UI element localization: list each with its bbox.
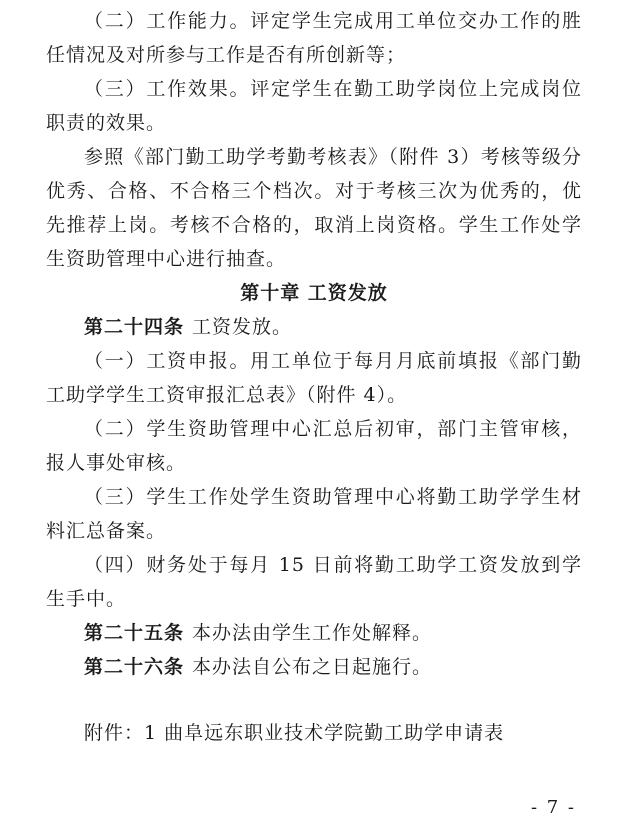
paragraph-salary-declare: （一）工资申报。用工单位于每月月底前填报《部门勤工助学学生工资审报汇总表》（附件 4）。 (46, 350, 582, 406)
article-24-title: 第二十四条 (84, 316, 185, 338)
article-25-text: 本办法由学生工作处解释。 (192, 622, 433, 644)
document-body (46, 0, 582, 684)
article-26 (46, 650, 582, 684)
article-26-title: 第二十六条 (84, 656, 185, 678)
article-26-text: 本办法自公布之日起施行。 (192, 656, 433, 678)
paragraph-filing: （三）学生工作处学生资助管理中心将勤工助学学生材料汇总备案。 (46, 486, 582, 542)
article-25 (46, 616, 582, 650)
attachment-line: 附件：1 曲阜远东职业技术学院勤工助学申请表 (84, 722, 505, 744)
chapter-title: 第十章 工资发放 (240, 282, 388, 304)
page-number: - 7 - (530, 797, 576, 818)
paragraph-payment: （四）财务处于每月 15 日前将勤工助学工资发放到学生手中。 (46, 554, 582, 610)
paragraph-work-effect: （三）工作效果。评定学生在勤工助学岗位上完成岗位职责的效果。 (46, 78, 582, 134)
paragraph-work-ability: （二）工作能力。评定学生完成用工单位交办工作的胜任情况及对所参与工作是否有所创新等； (46, 10, 582, 66)
article-24-text: 工资发放。 (192, 316, 293, 338)
article-24 (46, 310, 582, 344)
paragraph-initial-review: （二）学生资助管理中心汇总后初审，部门主管审核，报人事处审核。 (46, 418, 582, 474)
paragraph-assessment-levels: 参照《部门勤工助学考勤考核表》（附件 3）考核等级分优秀、合格、不合格三个档次。对于考核三次为优秀的，优先推荐上岗。考核不合格的，取消上岗资格。学生工作处学生资助管理中心进行抽查。 (46, 146, 582, 270)
article-25-title: 第二十五条 (84, 622, 185, 644)
